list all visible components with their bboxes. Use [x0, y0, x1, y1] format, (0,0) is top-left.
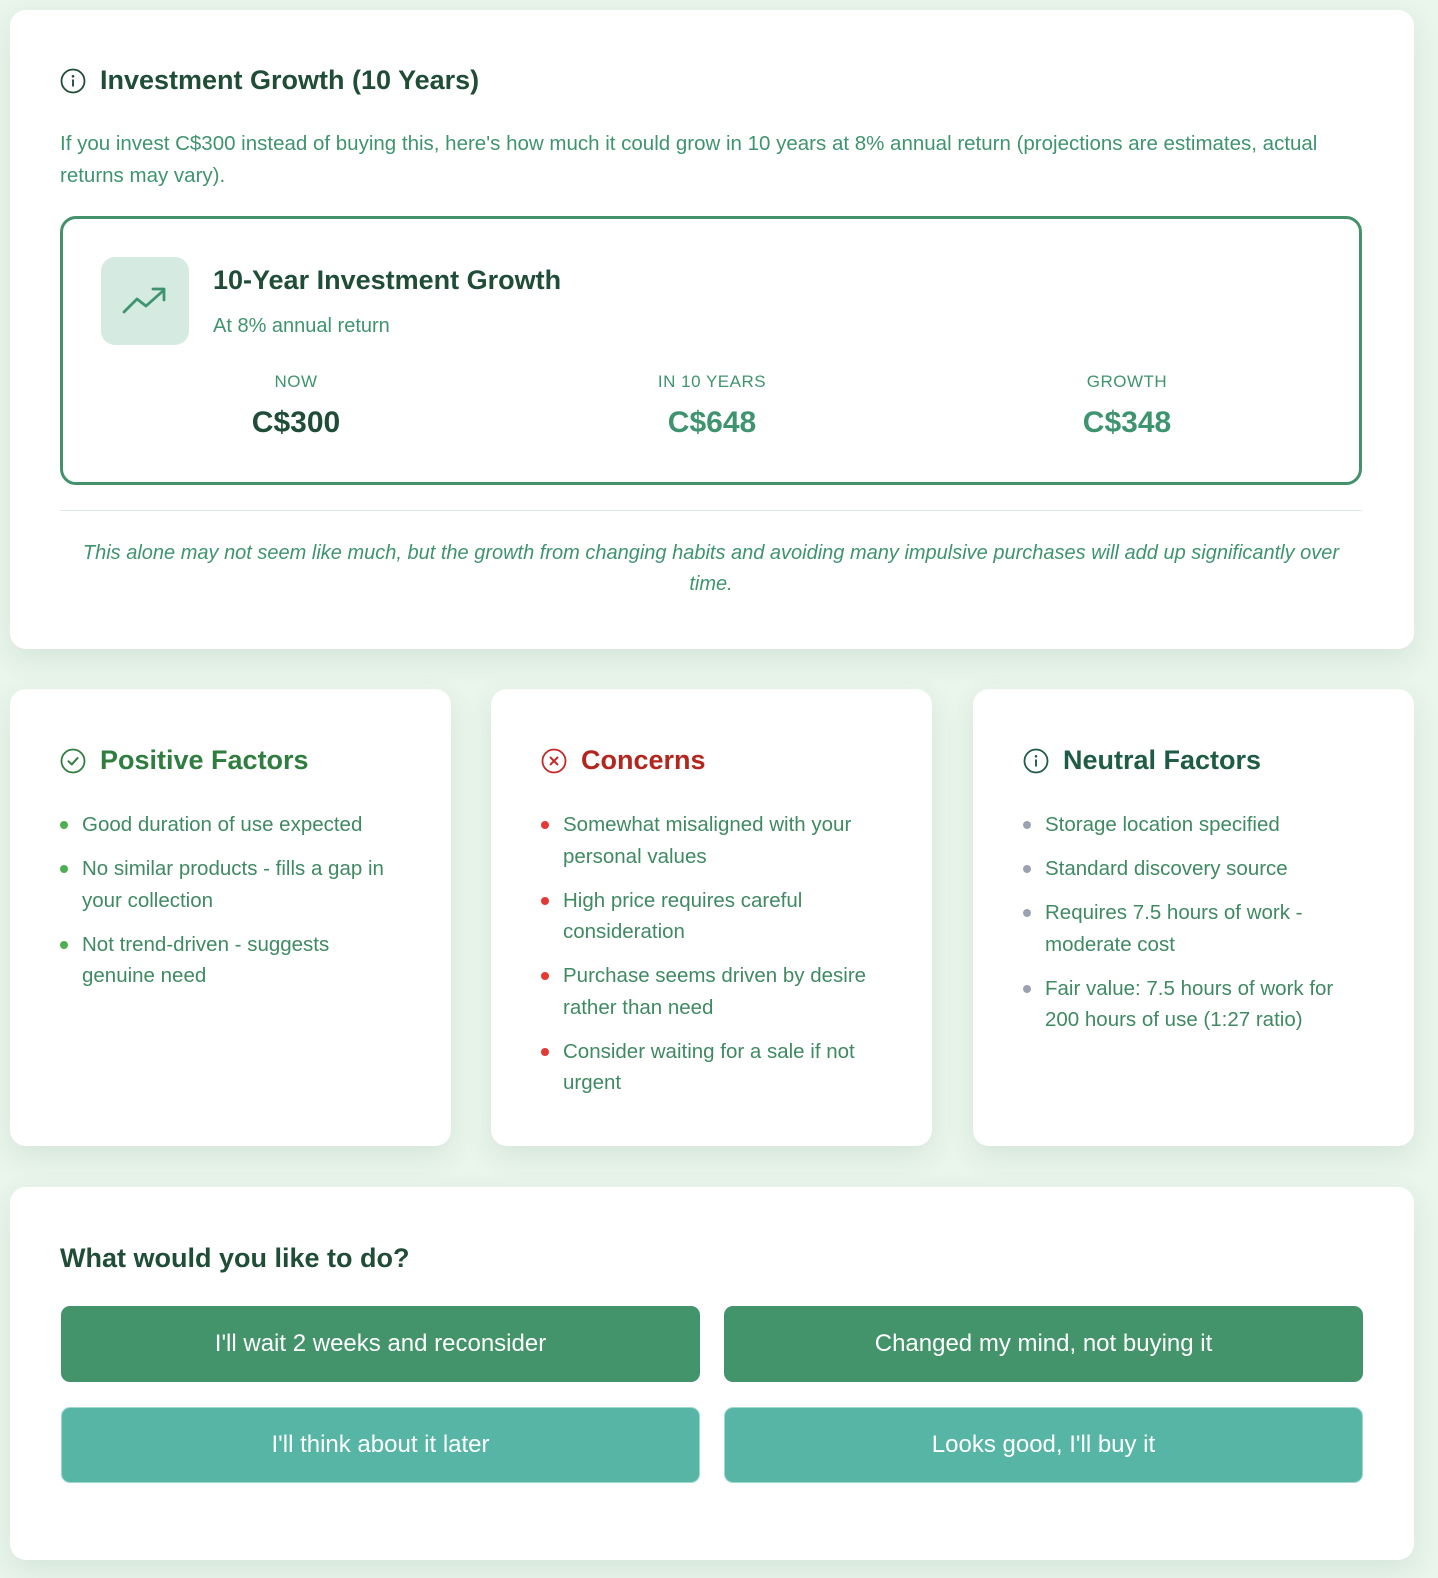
- list-item: Not trend-driven - suggests genuine need: [60, 929, 405, 992]
- bullet-dot: [60, 821, 68, 829]
- check-circle-icon: [60, 748, 86, 774]
- growth-box-subtitle: At 8% annual return: [213, 315, 390, 337]
- bullet-dot: [541, 1048, 549, 1056]
- investment-growth-card: [10, 10, 1414, 649]
- stat-value: C$648: [667, 406, 757, 439]
- stat-label: GROWTH: [1086, 372, 1168, 391]
- stat-value: C$300: [251, 406, 341, 439]
- bullet-dot: [1023, 985, 1031, 993]
- stat-label: IN 10 YEARS: [657, 372, 767, 391]
- divider: [60, 510, 1362, 511]
- positive-factors-title: Positive Factors: [100, 745, 309, 775]
- growth-summary-box: [60, 216, 1362, 485]
- bullet-dot: [1023, 865, 1031, 873]
- concerns-title: Concerns: [581, 745, 706, 775]
- neutral-factors-heading: [1023, 745, 1261, 776]
- list-item: Good duration of use expected: [60, 809, 405, 841]
- not-buying-button[interactable]: Changed my mind, not buying it: [724, 1306, 1363, 1382]
- positive-factors-heading: [60, 745, 309, 776]
- neutral-factors-card: [973, 689, 1414, 1146]
- stat-in-10-years: [562, 372, 862, 440]
- growth-box-title: 10-Year Investment Growth: [213, 265, 562, 295]
- x-circle-icon: [541, 748, 567, 774]
- bullet-dot: [541, 897, 549, 905]
- concerns-list: [541, 809, 886, 1111]
- investment-footnote: This alone may not seem like much, but the growth from changing habits and avoiding many impulsive purchases will add up significantly over time.: [82, 542, 1340, 595]
- investment-intro: If you invest C$300 instead of buying this, here's how much it could grow in 10 years at 8% annual return (projections are estimates, actual returns may vary).: [60, 132, 1318, 187]
- list-item: High price requires careful consideration: [541, 885, 886, 948]
- actions-card: [10, 1187, 1414, 1560]
- stat-growth: [977, 372, 1277, 440]
- stat-now: [146, 372, 446, 440]
- investment-title: Investment Growth (10 Years): [100, 65, 480, 95]
- trending-up-icon: [101, 257, 189, 345]
- concerns-heading: [541, 745, 706, 776]
- bullet-dot: [60, 865, 68, 873]
- list-item: Fair value: 7.5 hours of work for 200 hours of use (1:27 ratio): [1023, 973, 1368, 1036]
- positive-factors-list: [60, 809, 405, 1004]
- list-item: No similar products - fills a gap in your collection: [60, 853, 405, 916]
- think-later-button[interactable]: I'll think about it later: [61, 1407, 700, 1483]
- investment-section-title: [60, 65, 479, 96]
- buy-button[interactable]: Looks good, I'll buy it: [724, 1407, 1363, 1483]
- bullet-dot: [541, 972, 549, 980]
- bullet-dot: [60, 941, 68, 949]
- actions-title: What would you like to do?: [60, 1243, 410, 1273]
- bullet-dot: [1023, 821, 1031, 829]
- wait-two-weeks-button[interactable]: I'll wait 2 weeks and reconsider: [61, 1306, 700, 1382]
- list-item: Storage location specified: [1023, 809, 1368, 841]
- list-item: Somewhat misaligned with your personal values: [541, 809, 886, 872]
- stat-label: NOW: [274, 372, 318, 391]
- neutral-factors-title: Neutral Factors: [1063, 745, 1262, 775]
- bullet-dot: [541, 821, 549, 829]
- list-item: Standard discovery source: [1023, 853, 1368, 885]
- list-item: Requires 7.5 hours of work - moderate cost: [1023, 897, 1368, 960]
- list-item: Consider waiting for a sale if not urgent: [541, 1036, 886, 1099]
- info-icon: [1023, 748, 1049, 774]
- neutral-factors-list: [1023, 809, 1368, 1048]
- list-item: Purchase seems driven by desire rather than need: [541, 960, 886, 1023]
- concerns-card: [491, 689, 932, 1146]
- stat-value: C$348: [1082, 406, 1172, 439]
- bullet-dot: [1023, 909, 1031, 917]
- positive-factors-card: [10, 689, 451, 1146]
- info-icon: [60, 68, 86, 94]
